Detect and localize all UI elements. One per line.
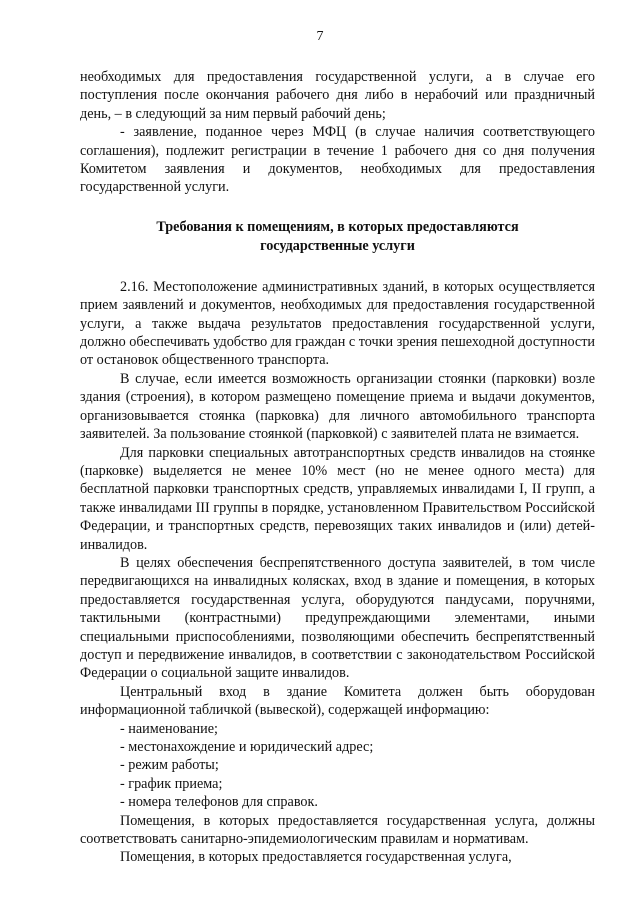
list-item-phone-numbers: - номера телефонов для справок. xyxy=(120,794,318,811)
paragraph-sanitary-rules: Помещения, в которых предоставляется государственная услуга, должны соответствовать санитарно-эпидемиологическим правилам и нормативам. xyxy=(80,812,595,848)
section-heading-line-1: Требования к помещениям, в которых предоставляются xyxy=(156,218,519,235)
list-item-name: - наименование; xyxy=(120,720,218,737)
list-item-reception-schedule: - график приема; xyxy=(120,775,223,792)
list-item-working-hours: - режим работы; xyxy=(120,757,219,774)
paragraph-accessibility: В целях обеспечения беспрепятственного доступа заявителей, в том числе передвигающихся на инвалидных колясках, вход в здание и помещения, в которых предоставляется государственная услуга, оборудуются пандусами, поручнями, тактильными (контрастными) предупреждающими элементами, иными специальными приспособлениями, позволяющими обеспечить беспрепятственный доступ и передвижение инвалидов, в соответствии с законодательством Российской Федерации о социальной защите инвалидов. xyxy=(80,554,595,682)
paragraph-parking: В случае, если имеется возможность организации стоянки (парковки) возле здания (строения), в котором размещено помещение приема и выдачи документов, организовывается стоянка (парковка) для личного автомобильного транспорта заявителей. За пользование стоянкой (парковкой) с заявителей плата не взимается. xyxy=(80,370,595,443)
paragraph-2-16-location: 2.16. Местоположение административных зданий, в которых осуществляется прием заявлений и документов, необходимых для предоставления государственной услуги, а также выдача результатов предоставления государственной услуги, должно обеспечивать удобство для граждан с точки зрения пешеходной доступности от остановок общественного транспорта. xyxy=(80,278,595,369)
paragraph-disabled-parking: Для парковки специальных автотранспортных средств инвалидов на стоянке (парковке) выделяется не менее 10% мест (но не менее одного места) для бесплатной парковки транспортных средств, управляемых инвалидами I, II групп, а также инвалидами III группы в порядке, установленном Правительством Российской Федерации, и транспортных средств, перевозящих таких инвалидов и (или) детей-инвалидов. xyxy=(80,444,595,553)
list-item-address: - местонахождение и юридический адрес; xyxy=(120,739,374,755)
paragraph-continuation: необходимых для предоставления государственной услуги, а в случае его поступления после окончания рабочего дня либо в нерабочий или праздничный день, – в следующий за ним первый рабочий день; xyxy=(80,69,595,122)
section-heading-line-2: государственные услуги xyxy=(260,237,415,254)
page-number: 7 xyxy=(316,29,324,44)
paragraph-mfc-registration: - заявление, поданное через МФЦ (в случае наличия соответствующего соглашения), подлежит регистрации в течение 1 рабочего дня со дня получения Комитетом заявления и документов, необходимых для предоставления государственной услуги. xyxy=(80,124,595,196)
document-body xyxy=(80,68,595,867)
paragraph-entrance-sign: Центральный вход в здание Комитета должен быть оборудован информационной табличкой (вывеской), содержащей информацию: xyxy=(80,683,595,719)
paragraph-premises-continued: Помещения, в которых предоставляется государственная услуга, xyxy=(120,849,512,866)
section-heading xyxy=(80,218,595,256)
